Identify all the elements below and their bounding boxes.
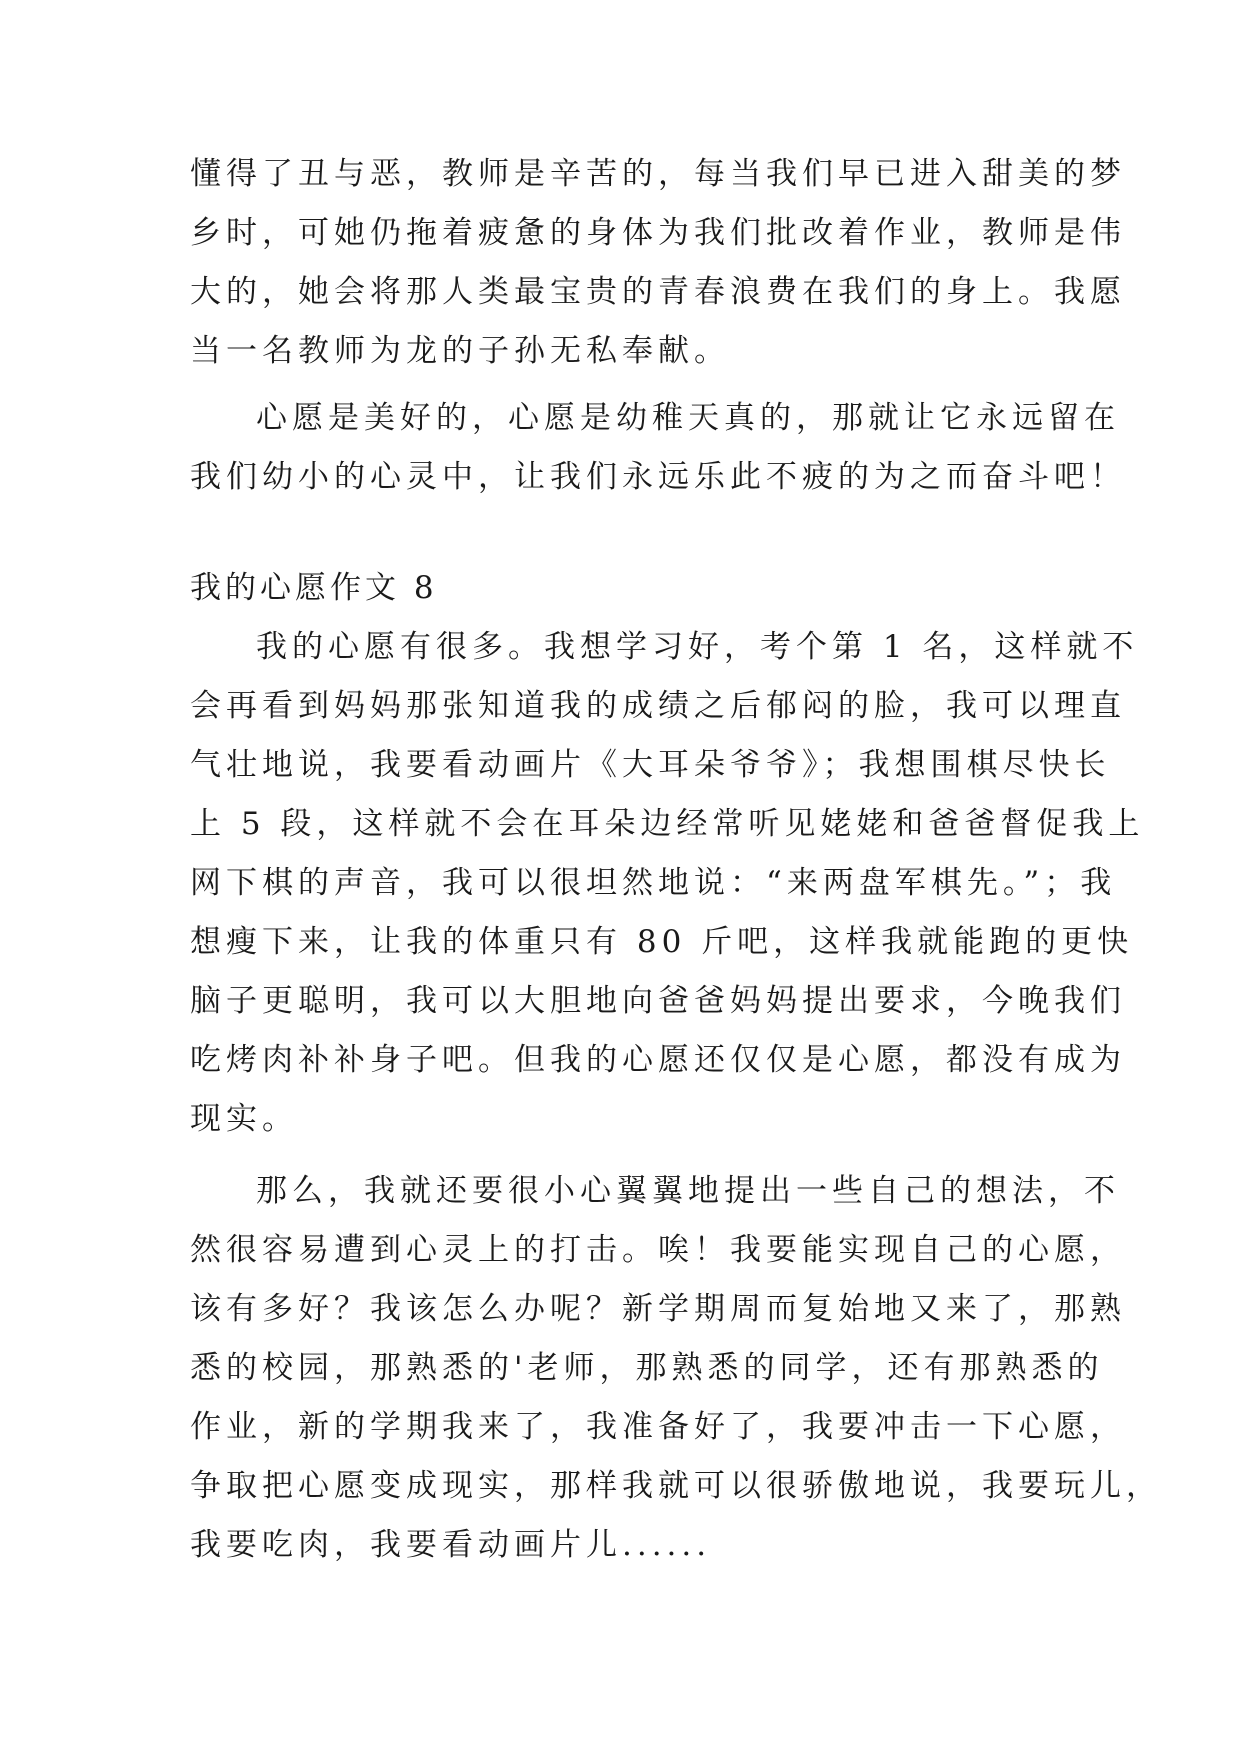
paragraph-3-line-8: 吃烤肉补补身子吧。但我的心愿还仅仅是心愿，都没有成为 [190, 1042, 1126, 1078]
paragraph-3-line-2: 会再看到妈妈那张知道我的成绩之后郁闷的脸，我可以理直 [190, 688, 1126, 724]
paragraph-4-line-6: 争取把心愿变成现实，那样我就可以很骄傲地说，我要玩儿， [190, 1468, 1162, 1504]
paragraph-3-line-9: 现实。 [190, 1101, 298, 1137]
paragraph-1-line-2: 乡时，可她仍拖着疲惫的身体为我们批改着作业，教师是伟 [190, 215, 1126, 251]
paragraph-1-line-4: 当一名教师为龙的子孙无私奉献。 [190, 333, 730, 369]
paragraph-3-line-1: 我的心愿有很多。我想学习好，考个第 1 名，这样就不 [256, 629, 1139, 665]
paragraph-3-line-3: 气壮地说，我要看动画片《大耳朵爷爷》；我想围棋尽快长 [190, 747, 1111, 783]
paragraph-4-line-3: 该有多好？我该怎么办呢？新学期周而复始地又来了，那熟 [190, 1291, 1126, 1327]
paragraph-2-line-1: 心愿是美好的，心愿是幼稚天真的，那就让它永远留在 [256, 400, 1120, 436]
paragraph-4-line-7: 我要吃肉，我要看动画片儿...... [190, 1527, 712, 1563]
section-title: 我的心愿作文 8 [190, 570, 438, 606]
paragraph-4-line-5: 作业，新的学期我来了，我准备好了，我要冲击一下心愿， [190, 1409, 1126, 1445]
paragraph-4-line-1: 那么，我就还要很小心翼翼地提出一些自己的想法，不 [256, 1173, 1120, 1209]
paragraph-3-line-6: 想瘦下来，让我的体重只有 80 斤吧，这样我就能跑的更快 [190, 924, 1134, 960]
paragraph-3-line-4: 上 5 段，这样就不会在耳朵边经常听见姥姥和爸爸督促我上 [190, 806, 1145, 842]
paragraph-3-line-5: 网下棋的声音，我可以很坦然地说：“来两盘军棋先。”；我 [190, 865, 1117, 901]
paragraph-1-line-3: 大的，她会将那人类最宝贵的青春浪费在我们的身上。我愿 [190, 274, 1126, 310]
paragraph-3-line-7: 脑子更聪明，我可以大胆地向爸爸妈妈提出要求，今晚我们 [190, 983, 1126, 1019]
paragraph-4-line-2: 然很容易遭到心灵上的打击。唉！我要能实现自己的心愿， [190, 1232, 1126, 1268]
paragraph-2-line-2: 我们幼小的心灵中，让我们永远乐此不疲的为之而奋斗吧！ [190, 459, 1126, 495]
paragraph-4-line-4: 悉的校园，那熟悉的'老师，那熟悉的同学，还有那熟悉的 [190, 1350, 1104, 1386]
paragraph-1-line-1: 懂得了丑与恶，教师是辛苦的，每当我们早已进入甜美的梦 [190, 156, 1126, 192]
